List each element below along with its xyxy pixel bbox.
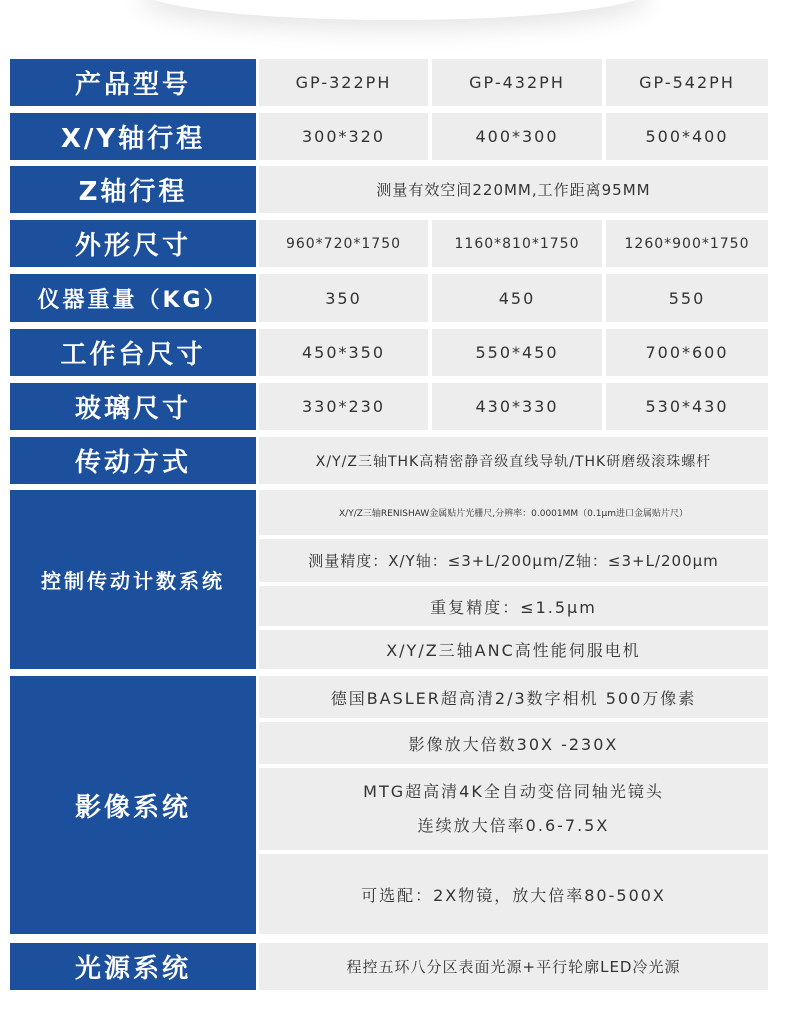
row-label: 影像系统 [10, 676, 256, 934]
value-cell: 960*720*1750 [259, 220, 428, 267]
row-cells [259, 113, 768, 160]
spec-row-z-travel [10, 166, 768, 213]
value-cell: 430*330 [432, 383, 602, 430]
row-label: 光源系统 [10, 943, 256, 990]
row-cells [259, 274, 768, 322]
row-label: 外形尺寸 [10, 220, 256, 267]
value-cell: GP-322PH [259, 59, 428, 106]
row-label: 工作台尺寸 [10, 329, 256, 376]
value-cell: 影像放大倍数30X -230X [259, 722, 768, 764]
value-cell: 1260*900*1750 [606, 220, 768, 267]
row-cells [259, 220, 768, 267]
value-cell: 测量精度：X/Y轴：≤3+L/200μm/Z轴：≤3+L/200μm [259, 539, 768, 582]
value-cell: 450 [432, 274, 602, 322]
value-cell: 450*350 [259, 329, 428, 376]
spec-row-dimensions [10, 220, 768, 267]
value-cell: 550*450 [432, 329, 602, 376]
row-cells [259, 383, 768, 430]
value-cell: 测量有效空间220MM,工作距离95MM [259, 166, 768, 213]
spec-row-drive [10, 437, 768, 484]
row-label: 产品型号 [10, 59, 256, 106]
value-cell: 350 [259, 274, 428, 322]
decorative-top-shadow [140, 0, 650, 20]
spec-row-glass [10, 383, 768, 430]
value-cell: 500*400 [606, 113, 768, 160]
row-cells [259, 490, 768, 669]
row-label: 控制传动计数系统 [10, 490, 256, 669]
value-cell: X/Y/Z三轴THK高精密静音级直线导轨/THK研磨级滚珠螺杆 [259, 437, 768, 484]
spec-row-imaging-system [10, 676, 768, 934]
row-cells [259, 329, 768, 376]
row-label: 传动方式 [10, 437, 256, 484]
row-cells [259, 59, 768, 106]
spec-row-model [10, 59, 768, 106]
row-label: X/Y轴行程 [10, 113, 256, 160]
value-cell: GP-542PH [606, 59, 768, 106]
value-cell-lens [259, 768, 768, 850]
row-cells [259, 943, 768, 990]
value-cell: 530*430 [606, 383, 768, 430]
value-cell: 1160*810*1750 [432, 220, 602, 267]
value-cell: X/Y/Z三轴ANC高性能伺服电机 [259, 630, 768, 669]
value-cell: 可选配：2X物镜，放大倍率80-500X [259, 854, 768, 934]
lens-line: MTG超高清4K全自动变倍同轴光镜头 [363, 782, 664, 801]
row-cells [259, 166, 768, 213]
value-cell: 330*230 [259, 383, 428, 430]
spec-row-control-system [10, 490, 768, 669]
spec-row-worktable [10, 329, 768, 376]
value-cell: 550 [606, 274, 768, 322]
value-cell: 700*600 [606, 329, 768, 376]
value-cell: 300*320 [259, 113, 428, 160]
row-label: 玻璃尺寸 [10, 383, 256, 430]
value-cell: 德国BASLER超高清2/3数字相机 500万像素 [259, 676, 768, 718]
row-label: Z轴行程 [10, 166, 256, 213]
spec-row-xy-travel [10, 113, 768, 160]
value-cell: 程控五环八分区表面光源+平行轮廓LED冷光源 [259, 943, 768, 990]
magnification-line: 连续放大倍率0.6-7.5X [417, 816, 610, 835]
row-cells [259, 676, 768, 934]
spec-row-weight [10, 274, 768, 322]
spec-row-light-source [10, 943, 768, 990]
row-cells [259, 437, 768, 484]
value-cell: GP-432PH [432, 59, 602, 106]
value-cell: X/Y/Z三轴RENISHAW金属贴片光栅尺,分辨率：0.0001MM（0.1μm进口金属贴片尺） [259, 490, 768, 535]
value-cell: 400*300 [432, 113, 602, 160]
value-cell: 重复精度：≤1.5μm [259, 586, 768, 626]
row-label: 仪器重量（KG） [10, 274, 256, 322]
